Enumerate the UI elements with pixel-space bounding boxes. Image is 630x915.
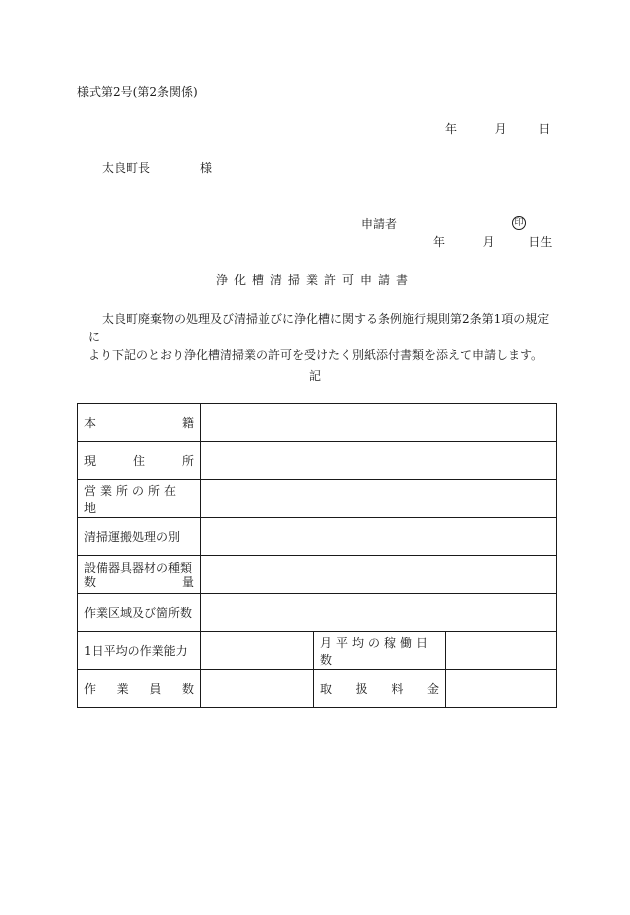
date-month-label: 月 [494, 122, 507, 136]
table-row [78, 518, 557, 556]
label-workers: 作 業 員 数 [78, 670, 201, 708]
birth-day-label: 日生 [528, 235, 553, 249]
field-current-address[interactable] [201, 442, 557, 480]
table-row [78, 442, 557, 480]
label-current-address: 現 住 所 [78, 442, 201, 480]
label-equipment: 設備器具器材の種類 数 量 [78, 556, 201, 594]
field-monthly-operating-days[interactable] [446, 632, 557, 670]
note-mark: 記 [308, 369, 321, 383]
field-work-area[interactable] [201, 594, 557, 632]
label-work-area: 作業区域及び箇所数 [78, 594, 201, 632]
label-monthly-operating-days: 月平均の稼働日数 [314, 632, 446, 670]
field-cleaning-transport-type[interactable] [201, 518, 557, 556]
birth-year-label: 年 [433, 235, 446, 249]
table-row [78, 594, 557, 632]
seal-mark: 印 [512, 216, 526, 230]
field-office-location[interactable] [201, 480, 557, 518]
date-day-label: 日 [538, 122, 551, 136]
field-daily-capacity[interactable] [201, 632, 314, 670]
label-daily-capacity: 1日平均の作業能力 [78, 632, 201, 670]
field-honseki[interactable] [201, 404, 557, 442]
label-office-location: 営業所の所在地 [78, 480, 201, 518]
application-form-table [77, 403, 557, 708]
addressee-name: 太良町長 [102, 161, 151, 175]
birth-date [433, 236, 552, 248]
applicant-label: 申請者 [361, 217, 398, 231]
date-year-label: 年 [445, 122, 458, 136]
table-row [78, 670, 557, 708]
table-row [78, 632, 557, 670]
label-handling-fee: 取 扱 料 金 [314, 670, 446, 708]
document-title: 浄化槽清掃業許可申請書 [215, 273, 414, 287]
label-cleaning-transport-type: 清掃運搬処理の別 [78, 518, 201, 556]
label-honseki: 本 籍 [78, 404, 201, 442]
birth-month-label: 月 [482, 235, 495, 249]
field-handling-fee[interactable] [446, 670, 557, 708]
addressee-honorific: 様 [200, 161, 213, 175]
statement-line-2: より下記のとおり浄化槽清掃業の許可を受けたく別紙添付書類を添えて申請します。 [88, 348, 544, 362]
addressee [102, 162, 212, 174]
table-row [78, 556, 557, 594]
statement-line-1: 太良町廃棄物の処理及び清掃並びに浄化槽に関する条例施行規則第2条第1項の規定に [88, 312, 550, 344]
application-statement [88, 310, 558, 364]
form-number: 様式第2号(第2条関係) [77, 85, 198, 99]
table-row [78, 404, 557, 442]
field-workers[interactable] [201, 670, 314, 708]
table-row [78, 480, 557, 518]
submission-date [445, 123, 550, 135]
field-equipment[interactable] [201, 556, 557, 594]
